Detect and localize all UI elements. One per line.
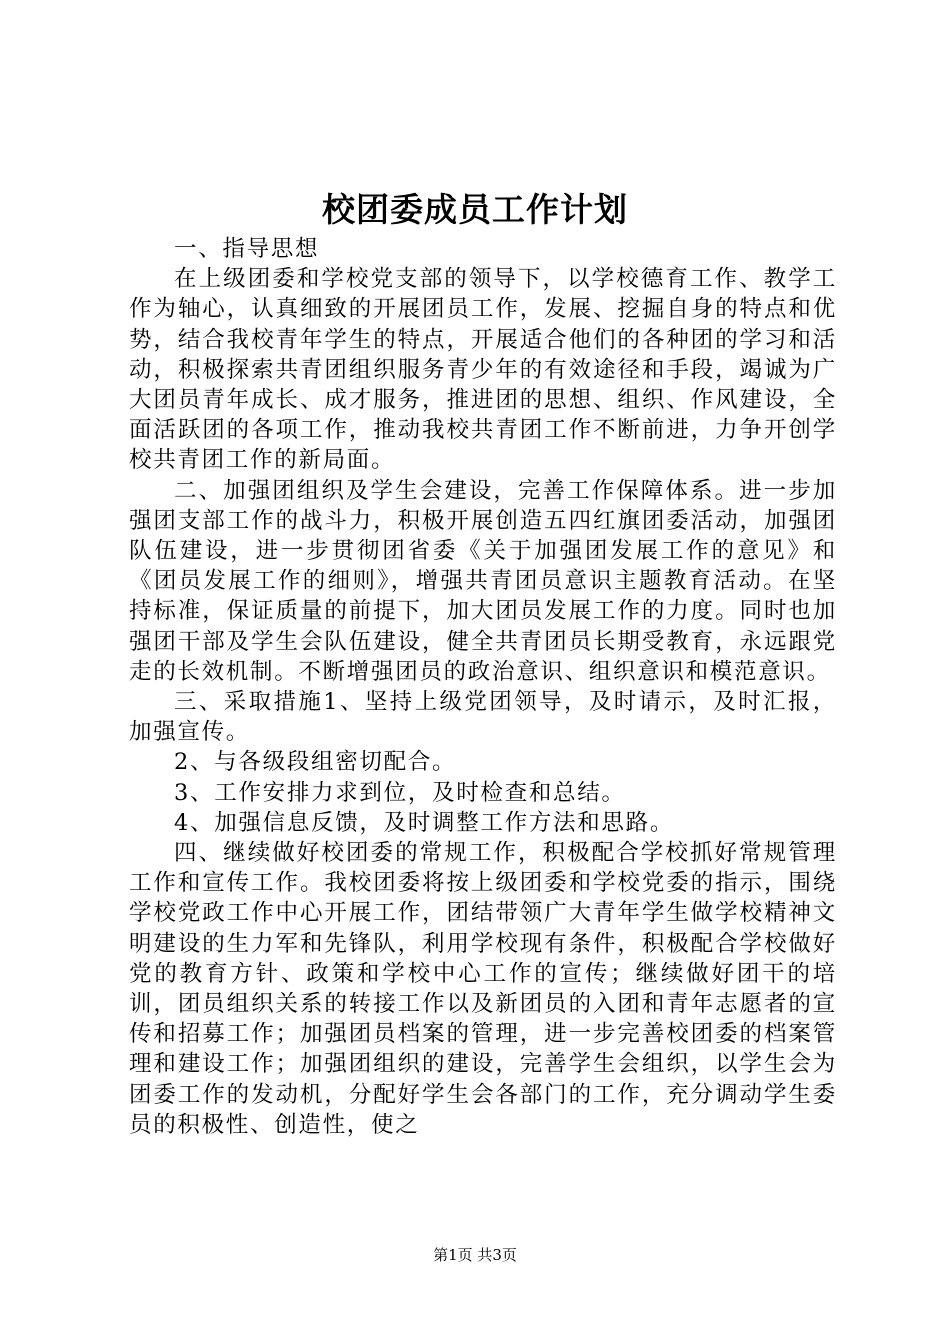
paragraph-guiding-thought: 在上级团委和学校党支部的领导下，以学校德育工作、教学工作为轴心，认真细致的开展团员工作，发展、挖掘自身的特点和优势，结合我校青年学生的特点，开展适合他们的各种团的学习和活动，积极探索共青团组织服务青少年的有效途径和手段，竭诚为广大团员青年成长、成才服务，推进团的思想、组织、作风建设，全面活跃团的各项工作，推动我校共青团工作不断前进，力争开创学校共青团工作的新局面。 <box>129 266 837 474</box>
section-heading-guiding-thought: 一、指导思想 <box>174 236 320 262</box>
paragraph-measures-4: 4、加强信息反馈，及时调整工作方法和思路。 <box>174 809 675 836</box>
paragraph-measures-3: 3、工作安排力求到位，及时检查和总结。 <box>174 779 626 806</box>
paragraph-organization-building: 二、加强团组织及学生会建设，完善工作保障体系。进一步加强团支部工作的战斗力，积极开展创造五四红旗团委活动，加强团队伍建设，进一步贯彻团省委《关于加强团发展工作的意见》和《团员发展工作的细则》，增强共青团员意识主题教育活动。在坚持标准，保证质量的前提下，加大团员发展工作的力度。同时也加强团干部及学生会队伍建设，健全共青团员长期受教育，永远跟党走的长效机制。不断增强团员的政治意识、组织意识和模范意识。 <box>129 477 837 685</box>
page-number-footer: 第1页 共3页 <box>433 1246 517 1264</box>
paragraph-measures-1: 三、采取措施1、坚持上级党团领导，及时请示，及时汇报，加强宣传。 <box>129 689 837 746</box>
document-body <box>129 234 837 1140</box>
document-title: 校团委成员工作计划 <box>322 190 628 229</box>
paragraph-routine-work: 四、继续做好校团委的常规工作，积极配合学校抓好常规管理工作和宣传工作。我校团委将按上级团委和学校党委的指示，围绕学校党政工作中心开展工作，团结带领广大青年学生做学校精神文明建设的生力军和先锋队，利用学校现有条件，积极配合学校做好党的教育方针、政策和学校中心工作的宣传；继续做好团干的培训，团员组织关系的转接工作以及新团员的入团和青年志愿者的宣传和招募工作；加强团员档案的管理，进一步完善校团委的档案管理和建设工作；加强团组织的建设，完善学生会组织，以学生会为团委工作的发动机，分配好学生会各部门的工作，充分调动学生委员的积极性、创造性，使之 <box>129 840 837 1138</box>
paragraph-measures-2: 2、与各级段组密切配合。 <box>174 749 457 776</box>
